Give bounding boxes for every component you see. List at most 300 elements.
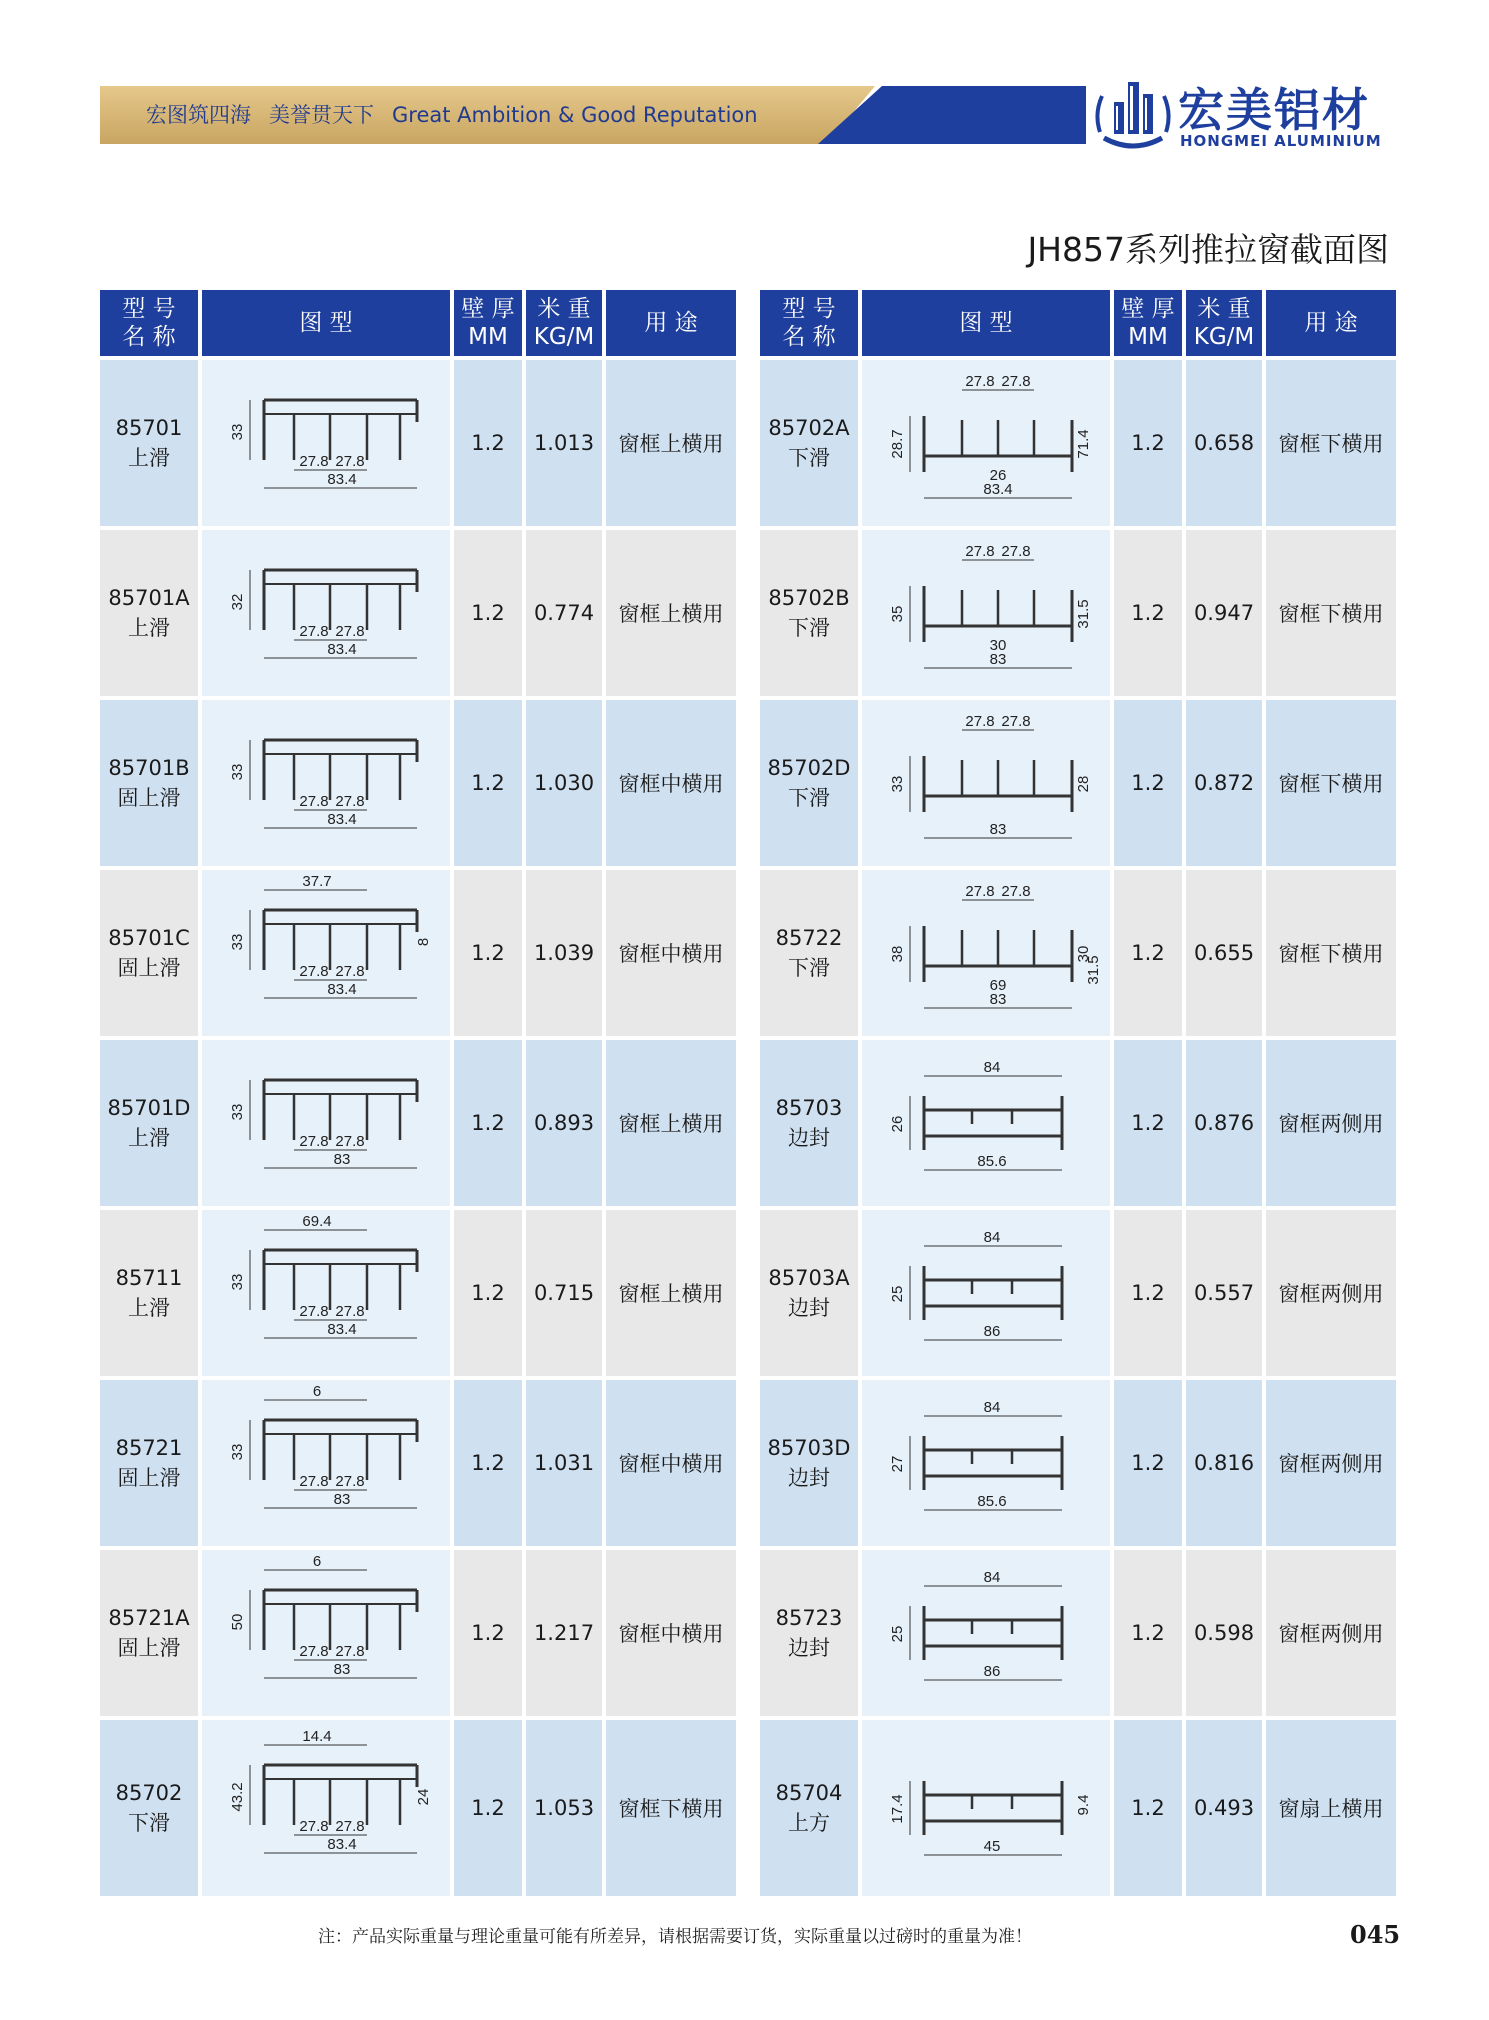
dimension-label: 84	[983, 1399, 1001, 1416]
row-thickness-cell	[1114, 1210, 1182, 1376]
header-label: KG/M	[533, 324, 595, 350]
dimension-label: 33	[229, 763, 246, 781]
row-thickness-cell	[1114, 700, 1182, 866]
row-weight-cell	[1186, 1550, 1262, 1716]
dimension-label: 83.4	[983, 481, 1013, 498]
weight-value: 0.816	[1193, 1451, 1255, 1475]
dimension-label: 38	[889, 945, 906, 963]
dimension-label: 37.7	[302, 873, 332, 890]
dimension-label: 86	[983, 1663, 1001, 1680]
model-code: 85702D	[767, 756, 851, 780]
thickness-value: 1.2	[1131, 1111, 1165, 1135]
dimension-label: 27.8	[299, 1133, 329, 1150]
weight-value: 0.557	[1193, 1281, 1255, 1305]
row-model-cell	[760, 1210, 858, 1376]
model-name: 下滑	[787, 446, 830, 470]
model-name: 上滑	[128, 446, 170, 470]
weight-header	[1186, 290, 1262, 356]
header-label-group	[122, 295, 175, 351]
dimension-label: 28	[1075, 775, 1092, 793]
row-usage-cell	[606, 700, 736, 866]
header-label: 米 重	[1197, 296, 1251, 322]
banner-text	[146, 86, 758, 144]
thickness-value: 1.2	[1131, 601, 1165, 625]
row-diagram-cell	[202, 1720, 450, 1896]
thickness-value: 1.2	[1131, 771, 1165, 795]
row-thickness-cell	[454, 1040, 522, 1206]
model-code: 85701D	[107, 1096, 191, 1120]
thickness-value: 1.2	[1131, 1451, 1165, 1475]
row-usage-cell	[606, 1720, 736, 1896]
model-name: 边封	[788, 1636, 830, 1660]
logo-name-en: HONGMEI ALUMINIUM	[1180, 132, 1382, 150]
usage-value: 窗框两侧用	[1278, 1282, 1384, 1306]
dimension-label: 27.8	[299, 453, 329, 470]
header-label: MM	[1128, 324, 1168, 350]
row-weight-cell	[526, 360, 602, 526]
row-usage-cell	[1266, 1550, 1396, 1716]
row-thickness-cell	[454, 1720, 522, 1896]
usage-value: 窗框中横用	[618, 942, 724, 966]
dimension-label: 43.2	[229, 1782, 246, 1812]
row-model-cell	[100, 1380, 198, 1546]
row-weight-cell	[526, 870, 602, 1036]
row-thickness-cell	[454, 1550, 522, 1716]
row-usage-cell	[606, 1210, 736, 1376]
model-code: 85703A	[768, 1266, 850, 1290]
profile-diagram	[202, 870, 450, 1036]
row-diagram-cell	[862, 1380, 1110, 1546]
usage-value: 窗扇上横用	[1278, 1797, 1384, 1821]
row-thickness-cell	[454, 1210, 522, 1376]
weight-value: 0.893	[533, 1111, 595, 1135]
profile-diagram	[862, 530, 1110, 696]
row-weight-cell	[1186, 1210, 1262, 1376]
profile-diagram	[202, 1380, 450, 1546]
weight-value: 1.013	[533, 431, 595, 455]
row-diagram-cell	[202, 700, 450, 866]
header-label-group	[461, 295, 514, 351]
usage-value: 窗框下横用	[1278, 942, 1384, 966]
model-code: 85723	[775, 1606, 843, 1630]
model-name: 下滑	[787, 786, 830, 810]
dimension-label: 33	[229, 933, 246, 951]
dimension-label: 27.8	[965, 883, 995, 900]
dimension-label: 83.4	[327, 1321, 357, 1338]
model-code: 85701C	[108, 926, 190, 950]
model-code: 85721	[115, 1436, 183, 1460]
row-weight-cell	[1186, 700, 1262, 866]
model-label	[108, 753, 189, 813]
model-label	[776, 1093, 843, 1153]
model-code: 85702	[115, 1781, 183, 1805]
row-thickness-cell	[454, 700, 522, 866]
logo-name-cn: 宏美铝材	[1178, 83, 1370, 137]
thickness-value: 1.2	[471, 431, 505, 455]
row-usage-cell	[606, 530, 736, 696]
dimension-label: 6	[312, 1383, 322, 1400]
company-logo	[1090, 72, 1390, 162]
header-label-group	[782, 295, 835, 351]
dimension-label: 27.8	[965, 543, 995, 560]
row-model-cell	[100, 1550, 198, 1716]
dimension-label: 86	[983, 1323, 1001, 1340]
model-name: 上滑	[127, 616, 170, 640]
row-usage-cell	[606, 1380, 736, 1546]
usage-header	[1266, 290, 1396, 356]
dimension-label: 27.8	[335, 1473, 365, 1490]
profile-diagram	[862, 870, 1110, 1036]
model-name: 固上滑	[117, 1466, 181, 1490]
weight-value: 1.217	[533, 1621, 595, 1645]
usage-value: 窗框中横用	[618, 772, 724, 796]
weight-value: 0.774	[533, 601, 595, 625]
header-label: 型 号	[122, 296, 176, 322]
header-label: 用 途	[644, 310, 698, 336]
model-code: 85703D	[767, 1436, 851, 1460]
model-code: 85702A	[768, 416, 850, 440]
row-diagram-cell	[202, 1550, 450, 1716]
profile-diagram	[862, 700, 1110, 866]
thickness-value: 1.2	[471, 1111, 505, 1135]
profile-diagram	[862, 1550, 1110, 1716]
weight-value: 1.031	[533, 1451, 595, 1475]
dimension-label: 32	[229, 593, 246, 611]
header-label: 名 称	[782, 324, 836, 350]
row-diagram-cell	[202, 530, 450, 696]
dimension-label: 50	[229, 1613, 246, 1631]
footer-note: 注：产品实际重量与理论重量可能有所差异，请根据需要订货，实际重量以过磅时的重量为准！	[318, 1927, 1032, 1947]
model-name: 下滑	[128, 1811, 170, 1835]
row-model-cell	[100, 1210, 198, 1376]
usage-value: 窗框下横用	[1278, 602, 1384, 626]
dimension-label: 27.8	[299, 1303, 329, 1320]
dimension-label: 69.4	[302, 1213, 332, 1230]
row-usage-cell	[1266, 1720, 1396, 1896]
dimension-label: 27.8	[965, 373, 995, 390]
row-weight-cell	[1186, 530, 1262, 696]
dimension-label: 83.4	[327, 1836, 357, 1853]
row-diagram-cell	[862, 360, 1110, 526]
header-label-group	[299, 309, 352, 337]
dimension-label: 83.4	[327, 981, 357, 998]
row-weight-cell	[526, 700, 602, 866]
row-usage-cell	[606, 870, 736, 1036]
row-model-cell	[760, 530, 858, 696]
weight-value: 1.030	[533, 771, 595, 795]
weight-value: 1.039	[533, 941, 595, 965]
row-usage-cell	[1266, 1210, 1396, 1376]
dimension-label: 26	[889, 1115, 906, 1133]
thickness-value: 1.2	[1131, 1281, 1165, 1305]
row-usage-cell	[1266, 870, 1396, 1036]
dimension-label: 27.8	[299, 623, 329, 640]
dimension-label: 27.8	[1001, 543, 1031, 560]
row-diagram-cell	[202, 870, 450, 1036]
row-usage-cell	[606, 1040, 736, 1206]
dimension-label: 83	[989, 821, 1007, 838]
model-name: 上方	[788, 1811, 830, 1835]
header-label: MM	[468, 324, 508, 350]
dimension-label: 27.8	[335, 1133, 365, 1150]
usage-value: 窗框上横用	[618, 432, 724, 456]
dimension-label: 27.8	[299, 1473, 329, 1490]
model-label	[768, 1263, 849, 1323]
profile-diagram	[202, 360, 450, 526]
slogan-cn-2: 美誉贯天下	[269, 103, 374, 127]
dimension-label: 83	[333, 1151, 351, 1168]
usage-value: 窗框下横用	[618, 1797, 724, 1821]
dimension-label: 33	[229, 1273, 246, 1291]
row-weight-cell	[1186, 1720, 1262, 1896]
profile-diagram	[862, 360, 1110, 526]
thickness-value: 1.2	[471, 1281, 505, 1305]
model-code: 85721A	[108, 1606, 190, 1630]
dimension-label: 27.8	[299, 963, 329, 980]
usage-value: 窗框上横用	[618, 602, 724, 626]
row-usage-cell	[1266, 1380, 1396, 1546]
row-diagram-cell	[862, 1210, 1110, 1376]
dimension-label: 33	[229, 1103, 246, 1121]
row-usage-cell	[606, 360, 736, 526]
row-weight-cell	[526, 1380, 602, 1546]
row-thickness-cell	[454, 870, 522, 1036]
dimension-label: 83.4	[327, 811, 357, 828]
dimension-label: 83	[989, 991, 1007, 1008]
row-model-cell	[100, 360, 198, 526]
model-label	[768, 413, 849, 473]
header-label-group	[1304, 309, 1357, 337]
dimension-label: 30	[989, 637, 1007, 654]
model-label	[776, 1603, 843, 1663]
usage-value: 窗框上横用	[618, 1112, 724, 1136]
row-model-cell	[760, 1550, 858, 1716]
model-label	[108, 923, 189, 983]
dimension-label: 27.8	[335, 453, 365, 470]
profile-diagram	[862, 1380, 1110, 1546]
header-label: 壁 厚	[461, 296, 515, 322]
row-thickness-cell	[1114, 1720, 1182, 1896]
dimension-label: 84	[983, 1059, 1001, 1076]
header-label: 用 途	[1304, 310, 1358, 336]
header-label-group	[644, 309, 697, 337]
dimension-label: 27.8	[335, 1303, 365, 1320]
dimension-label: 83	[333, 1661, 351, 1678]
header-label-group	[959, 309, 1012, 337]
dimension-label: 84	[983, 1229, 1001, 1246]
header-label-group	[1121, 295, 1174, 351]
row-model-cell	[760, 1380, 858, 1546]
model-label	[108, 583, 189, 643]
thickness-value: 1.2	[1131, 1621, 1165, 1645]
row-thickness-cell	[454, 1380, 522, 1546]
dimension-label: 85.6	[977, 1153, 1007, 1170]
model-code: 85711	[115, 1266, 183, 1290]
weight-value: 0.715	[533, 1281, 595, 1305]
model-code: 85702B	[768, 586, 850, 610]
model-label	[776, 923, 843, 983]
model-label	[116, 1433, 183, 1493]
usage-value: 窗框下横用	[1278, 772, 1384, 796]
weight-value: 0.876	[1193, 1111, 1255, 1135]
weight-value: 0.872	[1193, 771, 1255, 795]
dimension-label: 27.8	[1001, 883, 1031, 900]
dimension-label: 84	[983, 1569, 1001, 1586]
row-usage-cell	[1266, 700, 1396, 866]
dimension-label: 27.8	[1001, 713, 1031, 730]
dimension-label: 25	[889, 1285, 906, 1303]
row-diagram-cell	[862, 1040, 1110, 1206]
dimension-label: 27.8	[335, 1643, 365, 1660]
model-code: 85722	[775, 926, 843, 950]
dimension-label: 25	[889, 1625, 906, 1643]
row-thickness-cell	[1114, 1550, 1182, 1716]
row-thickness-cell	[1114, 1040, 1182, 1206]
usage-value: 窗框两侧用	[1278, 1622, 1384, 1646]
profile-diagram	[862, 1210, 1110, 1376]
dimension-label: 24	[415, 1788, 432, 1806]
model-name: 下滑	[788, 956, 830, 980]
model-name: 边封	[788, 1126, 830, 1150]
dimension-label: 27	[889, 1455, 906, 1473]
weight-value: 0.658	[1193, 431, 1255, 455]
page-number: 045	[1350, 1920, 1401, 1949]
dimension-label: 27.8	[335, 963, 365, 980]
row-thickness-cell	[1114, 1380, 1182, 1546]
model-name: 下滑	[788, 616, 830, 640]
dimension-label: 27.8	[335, 1818, 365, 1835]
profile-diagram	[202, 1550, 450, 1716]
dimension-label: 45	[983, 1838, 1001, 1855]
row-weight-cell	[1186, 1040, 1262, 1206]
weight-value: 0.598	[1193, 1621, 1255, 1645]
model-header	[100, 290, 198, 356]
dimension-label: 69	[989, 977, 1007, 994]
dimension-label: 27.8	[965, 713, 995, 730]
profile-diagram	[862, 1720, 1110, 1896]
usage-header	[606, 290, 736, 356]
dimension-label: 9.4	[1075, 1794, 1092, 1816]
row-weight-cell	[1186, 1380, 1262, 1546]
row-weight-cell	[526, 530, 602, 696]
profile-diagram	[202, 1210, 450, 1376]
building-emblem-icon	[1090, 72, 1176, 158]
thickness-value: 1.2	[471, 601, 505, 625]
dimension-label: 6	[312, 1553, 322, 1570]
row-thickness-cell	[1114, 530, 1182, 696]
model-name: 固上滑	[117, 1636, 181, 1660]
usage-value: 窗框两侧用	[1278, 1112, 1384, 1136]
model-label	[116, 1263, 183, 1323]
thickness-value: 1.2	[1131, 431, 1165, 455]
weight-value: 0.947	[1193, 601, 1255, 625]
model-label	[108, 1603, 189, 1663]
model-name: 固上滑	[117, 786, 181, 810]
model-label	[768, 1433, 851, 1493]
row-weight-cell	[526, 1550, 602, 1716]
row-diagram-cell	[202, 360, 450, 526]
row-weight-cell	[526, 1720, 602, 1896]
usage-value: 窗框上横用	[618, 1282, 724, 1306]
dimension-label: 27.8	[299, 793, 329, 810]
row-weight-cell	[526, 1210, 602, 1376]
slogan-cn-1: 宏图筑四海	[146, 103, 251, 127]
dimension-label: 85.6	[977, 1493, 1007, 1510]
thickness-value: 1.2	[1131, 1796, 1165, 1820]
slogan-en: Great Ambition & Good Reputation	[392, 103, 758, 127]
dimension-label: 28.7	[889, 429, 906, 459]
row-model-cell	[760, 870, 858, 1036]
row-model-cell	[100, 1040, 198, 1206]
row-weight-cell	[1186, 870, 1262, 1036]
row-model-cell	[760, 700, 858, 866]
model-code: 85704	[775, 1781, 843, 1805]
dimension-label: 26	[989, 467, 1007, 484]
diagram-header	[862, 290, 1110, 356]
model-code: 85703	[775, 1096, 843, 1120]
weight-value: 0.493	[1193, 1796, 1255, 1820]
model-code: 85701B	[108, 756, 190, 780]
model-name: 上滑	[127, 1126, 170, 1150]
row-usage-cell	[1266, 530, 1396, 696]
dimension-label: 83.4	[327, 641, 357, 658]
row-thickness-cell	[1114, 870, 1182, 1036]
model-code: 85701	[115, 416, 183, 440]
diagram-header	[202, 290, 450, 356]
row-usage-cell	[1266, 360, 1396, 526]
row-diagram-cell	[202, 1210, 450, 1376]
row-model-cell	[100, 1720, 198, 1896]
usage-value: 窗框下横用	[1278, 432, 1384, 456]
row-model-cell	[100, 530, 198, 696]
thickness-value: 1.2	[471, 1621, 505, 1645]
dimension-label: 17.4	[889, 1794, 906, 1824]
row-thickness-cell	[1114, 360, 1182, 526]
header-label: 型 号	[782, 296, 836, 322]
row-diagram-cell	[862, 870, 1110, 1036]
row-model-cell	[760, 1720, 858, 1896]
header-label: 图 型	[959, 310, 1013, 336]
dimension-label: 27.8	[335, 623, 365, 640]
thickness-header	[1114, 290, 1182, 356]
row-diagram-cell	[202, 1040, 450, 1206]
header-label-group	[1194, 295, 1255, 351]
weight-value: 0.655	[1193, 941, 1255, 965]
page-title: JH857系列推拉窗截面图	[1027, 230, 1389, 269]
row-usage-cell	[606, 1550, 736, 1716]
dimension-label: 14.4	[302, 1728, 332, 1745]
thickness-value: 1.2	[471, 771, 505, 795]
thickness-value: 1.2	[471, 1796, 505, 1820]
thickness-value: 1.2	[471, 941, 505, 965]
profile-diagram	[202, 530, 450, 696]
model-name: 固上滑	[117, 956, 181, 980]
thickness-header	[454, 290, 522, 356]
model-label	[776, 1778, 843, 1838]
dimension-label: 8	[415, 937, 432, 947]
row-diagram-cell	[202, 1380, 450, 1546]
model-label	[116, 413, 183, 473]
header-label: 名 称	[122, 324, 176, 350]
dimension-label: 31.5	[1085, 955, 1102, 985]
row-usage-cell	[1266, 1040, 1396, 1206]
usage-value: 窗框中横用	[618, 1452, 724, 1476]
model-header	[760, 290, 858, 356]
model-label	[768, 753, 851, 813]
row-model-cell	[760, 360, 858, 526]
dimension-label: 31.5	[1075, 599, 1092, 629]
model-label	[108, 1093, 191, 1153]
